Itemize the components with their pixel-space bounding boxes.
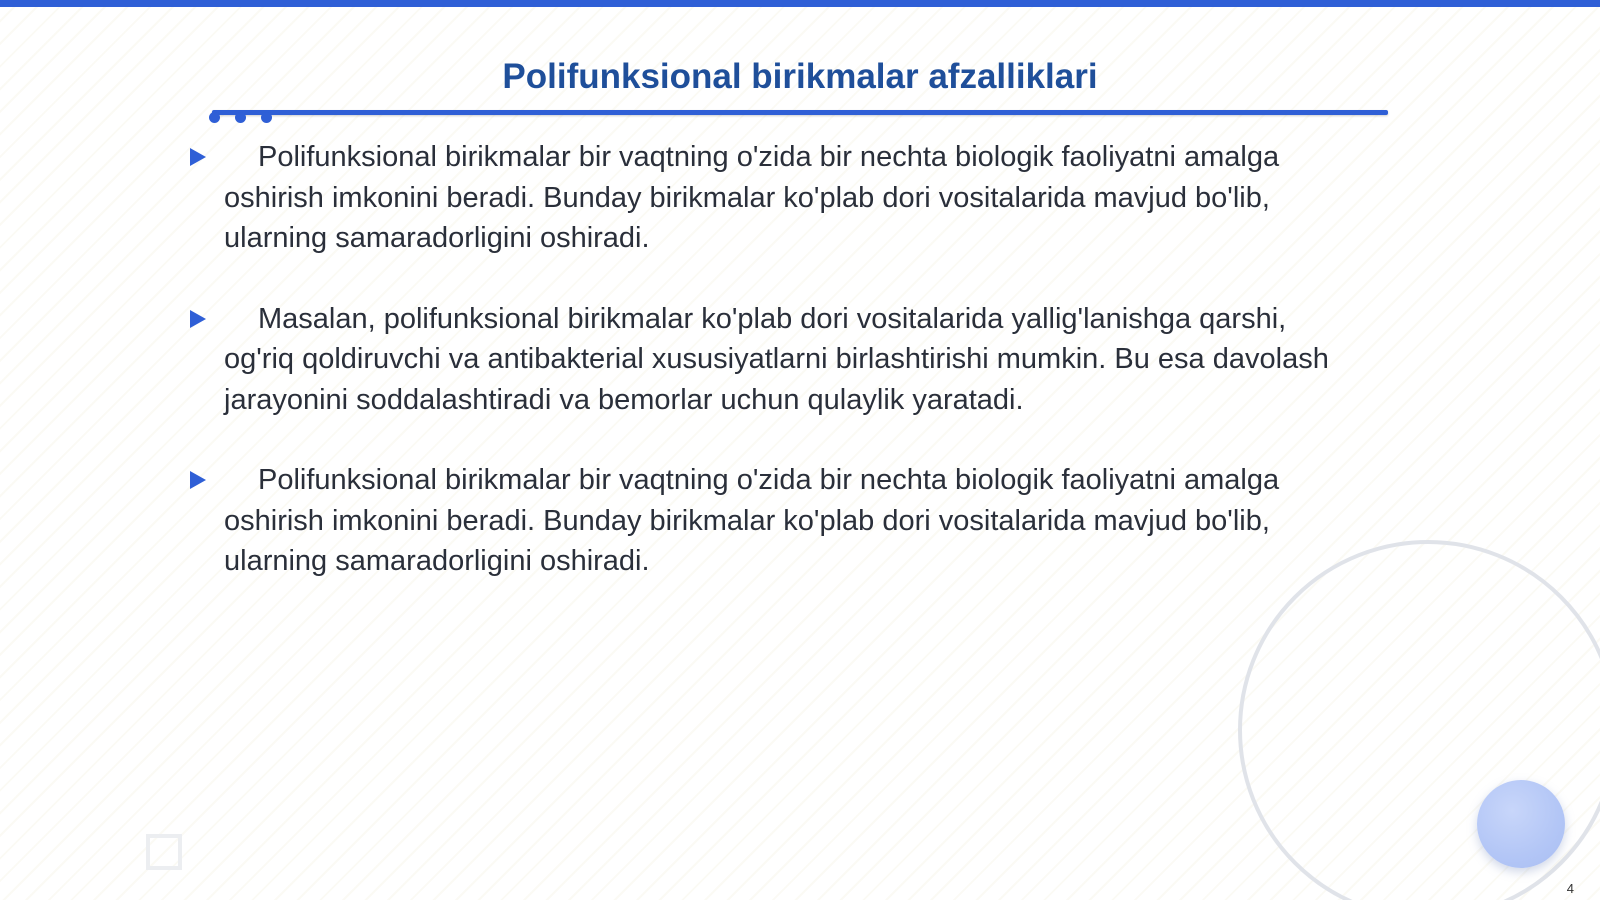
top-accent-bar [0,0,1600,7]
bullet-text: Polifunksional birikmalar bir vaqtning o'zida bir nechta biologik faoliyatni amalga oshirish imkonini beradi. Bunday birikmalar ko'plab dori vositalarida mavjud bo'lib, ularning samaradorligini oshiradi. [224,464,1280,577]
bullet-list [224,137,1364,622]
bullet-text: Masalan, polifunksional birikmalar ko'plab dori vositalarida yallig'lanishga qarshi, og'riq qoldiruvchi va antibakterial xususiyatlarni birlashtirishi mumkin. Bu esa davolash jarayonini soddalashtiradi va bemorlar uchun qulaylik yaratadi. [224,302,1329,416]
bullet-item [224,460,1364,582]
bullet-item [224,137,1364,259]
title-underline [212,110,1388,115]
decorative-square [146,834,182,870]
underline-dot [209,112,220,123]
bullet-item [224,299,1364,421]
slide-title: Polifunksional birikmalar afzalliklari [502,57,1098,96]
triangle-right-icon [190,471,206,489]
triangle-right-icon [190,148,206,166]
page-number: 4 [1566,881,1574,896]
triangle-right-icon [190,310,206,328]
underline-dot [261,112,272,123]
bullet-text: Polifunksional birikmalar bir vaqtning o'zida bir nechta biologik faoliyatni amalga oshirish imkonini beradi. Bunday birikmalar ko'plab dori vositalarida mavjud bo'lib, ularning samaradorligini oshiradi. [224,141,1280,254]
underline-dot [235,112,246,123]
decorative-circle [1477,780,1565,868]
